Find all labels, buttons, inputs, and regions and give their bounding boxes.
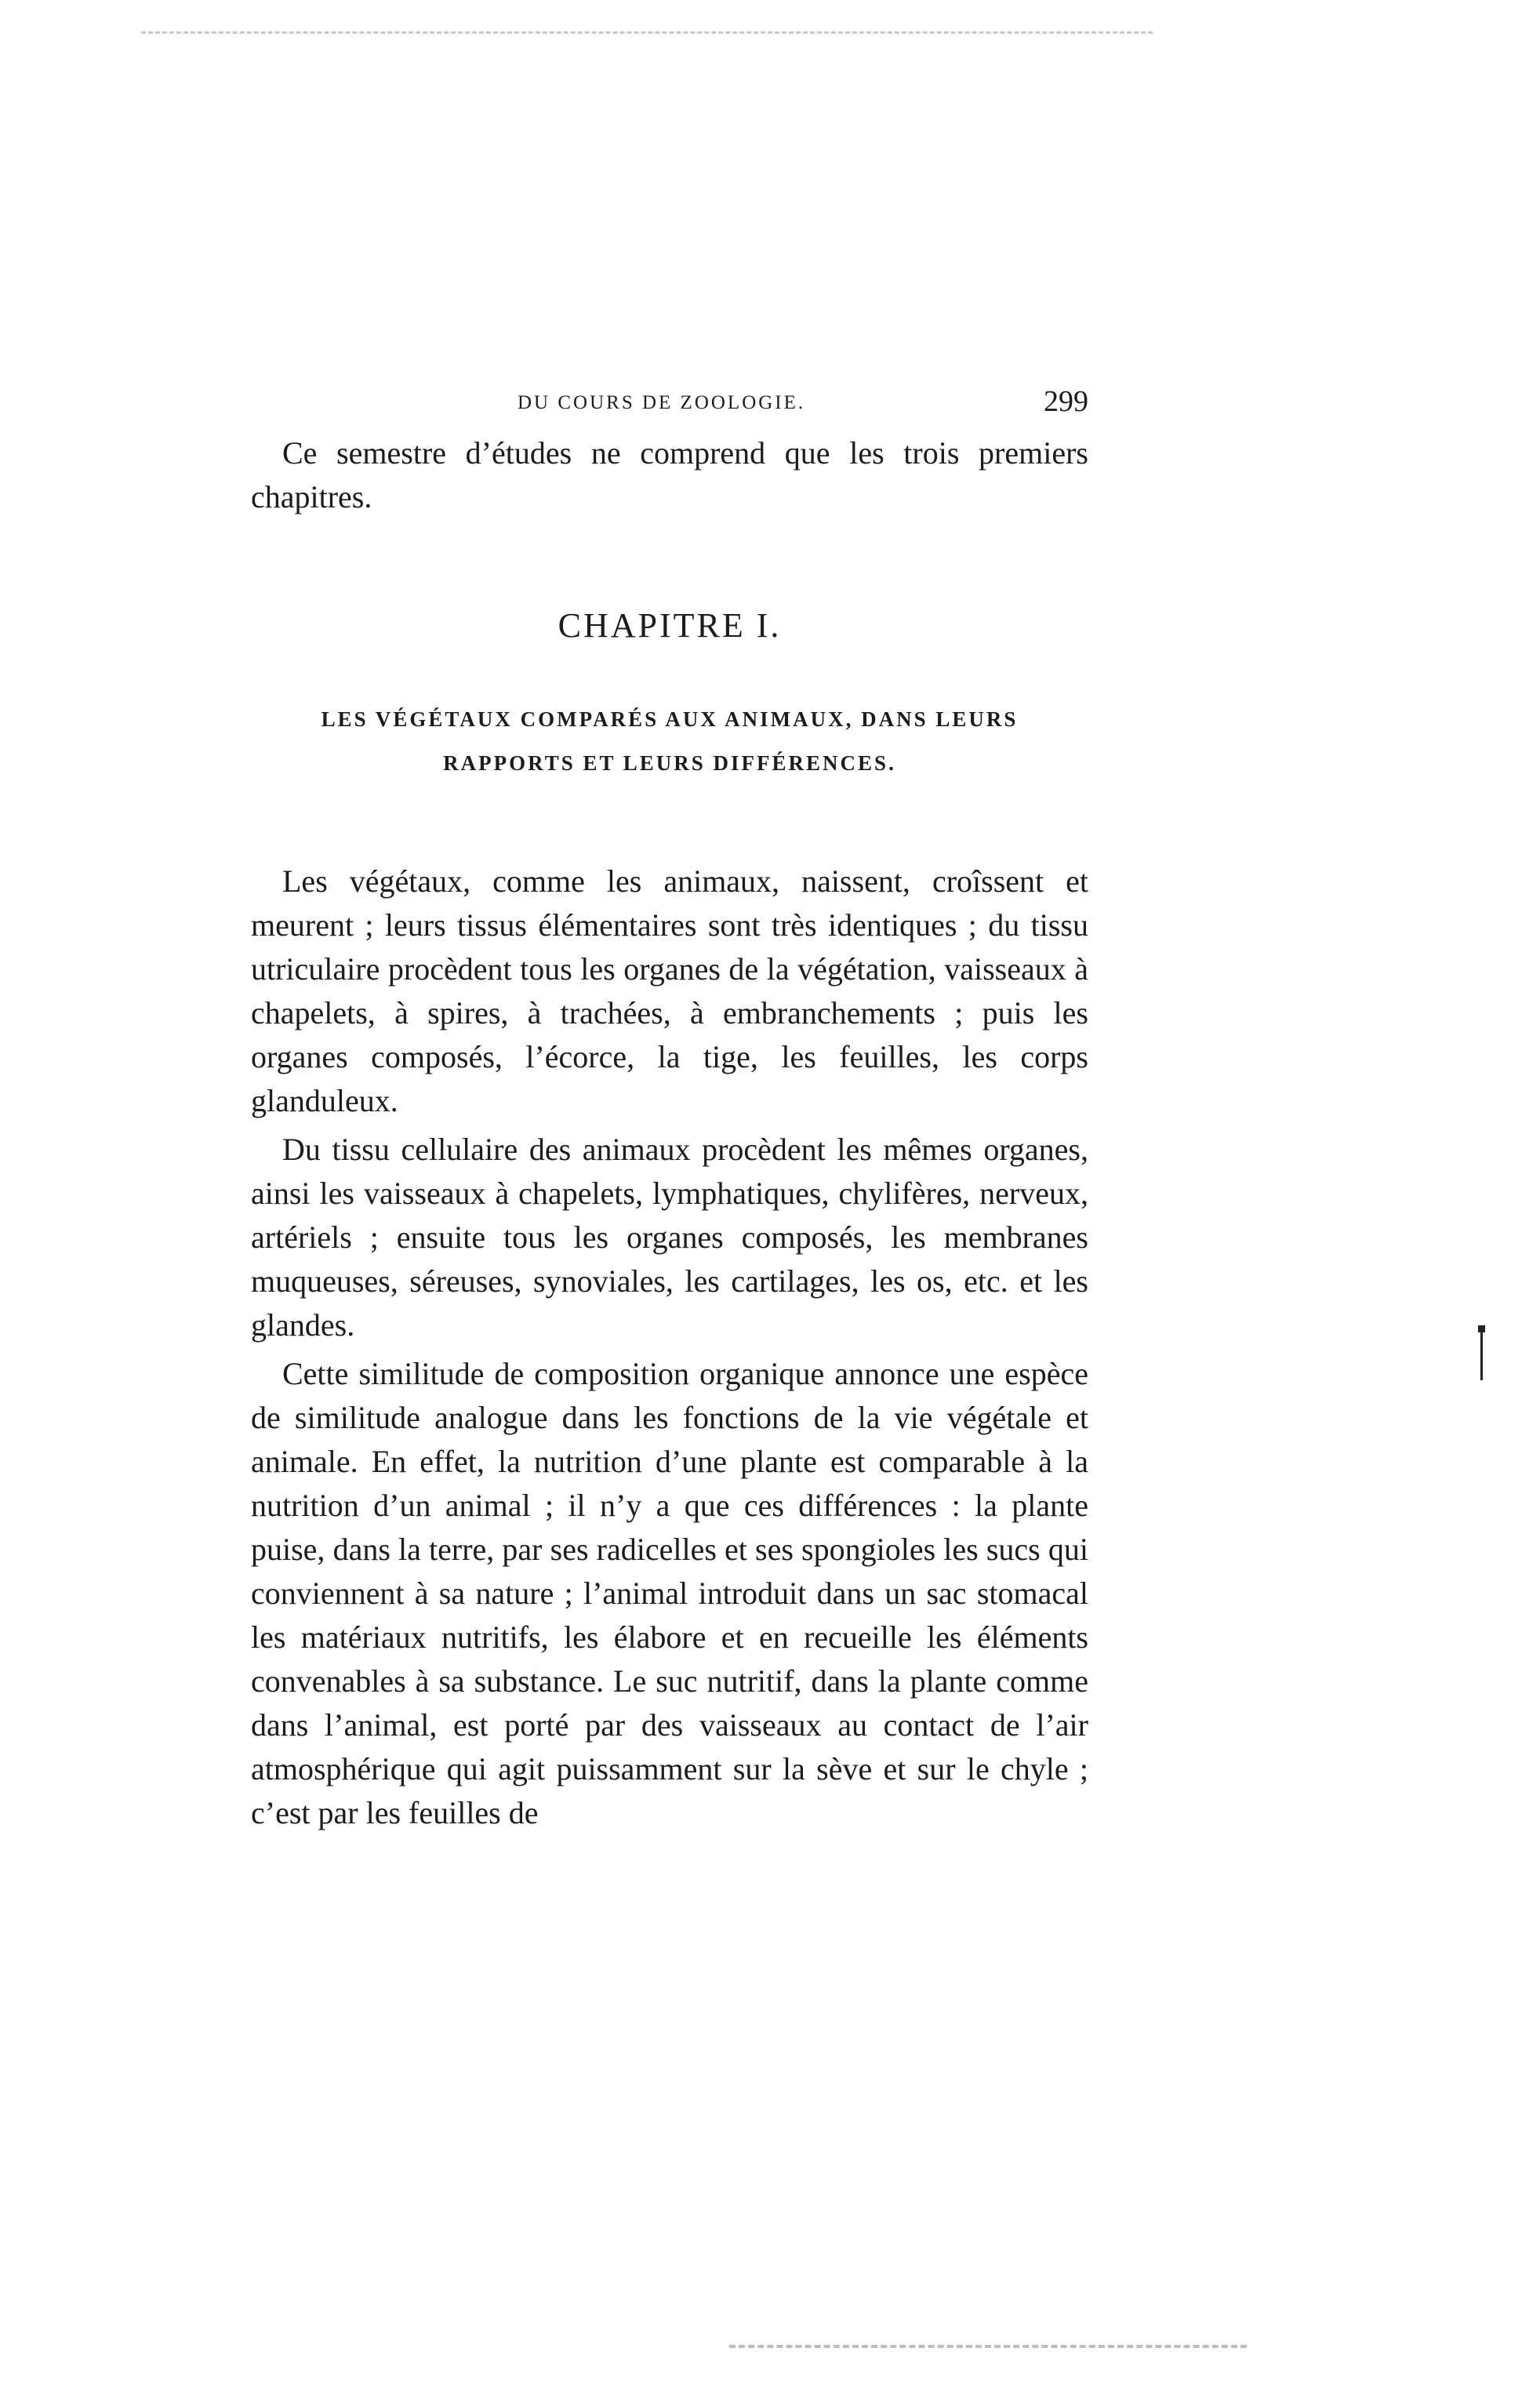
page-number: 299 <box>1044 385 1088 418</box>
book-page <box>251 384 1088 1835</box>
running-title: DU COURS DE ZOOLOGIE. <box>518 392 806 413</box>
scan-edge-rule-top <box>141 31 1153 34</box>
scan-edge-rule-bottom <box>729 2345 1247 2348</box>
body-paragraph: Les végétaux, comme les animaux, naissent, croîssent et meurent ; leurs tissus élémentaires sont très identiques ; du tissu utriculaire procèdent tous les organes de la végétation, vaisseaux à chapelets, à spires, à trachées, à embranchements ; puis les organes composés, l’écorce, la tige, les feuilles, les corps glanduleux. <box>251 863 1088 1118</box>
running-head <box>251 384 1088 431</box>
body-paragraph: Du tissu cellulaire des animaux procèdent les mêmes organes, ainsi les vaisseaux à chapelets, lymphatiques, chylifères, nerveux, artériels ; ensuite tous les organes composés, les membranes muqueuses, séreuses, synoviales, les cartilages, les os, etc. et les glandes. <box>251 1132 1088 1343</box>
margin-bracket-mark <box>1480 1325 1489 1380</box>
body-paragraph: Cette similitude de composition organique annonce une espèce de similitude analogue dans les fonctions de la vie végétale et animale. En effet, la nutrition d’une plante est comparable à la nutrition d’un animal ; il n’y a que ces différences : la plante puise, dans la terre, par ses radicelles et ses spongioles les sucs qui conviennent à sa nature ; l’animal introduit dans un sac stomacal les matériaux nutritifs, les élabore et en recueille les éléments convenables à sa substance. Le suc nutritif, dans la plante comme dans l’animal, est porté par des vaisseaux au contact de l’air atmosphérique qui agit puissamment sur la sève et sur le chyle ; c’est par les feuilles de <box>251 1356 1088 1830</box>
chapter-title: CHAPITRE I. <box>558 606 782 645</box>
chapter-subtitle: LES VÉGÉTAUX COMPARÉS AUX ANIMAUX, DANS LEURS RAPPORTS ET LEURS DIFFÉRENCES. <box>321 707 1019 775</box>
continuation-paragraph: Ce semestre d’études ne comprend que les trois premiers chapitres. <box>251 435 1088 514</box>
